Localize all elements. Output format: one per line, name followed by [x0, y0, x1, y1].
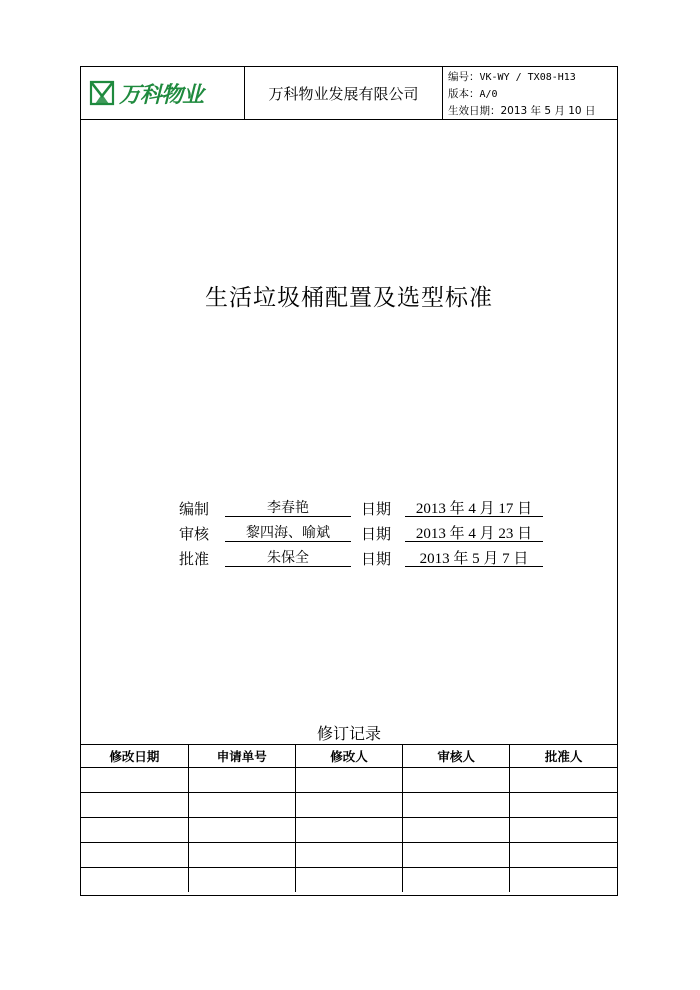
signoff-date-label: 日期 — [361, 550, 392, 568]
revision-record-title: 修订记录 — [316, 724, 381, 743]
table-cell — [403, 818, 510, 843]
table-cell — [188, 793, 295, 818]
table-cell — [510, 843, 617, 868]
document-header — [81, 67, 617, 120]
effective-date-line — [448, 103, 617, 119]
table-cell — [295, 818, 402, 843]
signoff-role: 审核 — [179, 525, 210, 543]
signoff-date: 2013 年 4 月 23 日 — [405, 522, 543, 542]
effective-date: 2013 年 5 月 10 日 — [500, 105, 596, 117]
table-cell — [188, 768, 295, 793]
version-value: A/0 — [479, 89, 498, 100]
vanke-logo-icon — [89, 80, 115, 106]
table-row — [81, 793, 617, 818]
signoff-row-prepared — [179, 496, 559, 521]
signoff-date-label: 日期 — [361, 500, 392, 518]
signoff-block — [179, 496, 559, 571]
company-name: 万科物业发展有限公司 — [245, 67, 443, 119]
column-header: 批准人 — [510, 745, 617, 768]
table-cell — [295, 768, 402, 793]
column-header: 审核人 — [403, 745, 510, 768]
signoff-role: 编制 — [179, 500, 210, 518]
table-cell — [403, 843, 510, 868]
doc-number-label: 编号： — [448, 71, 480, 83]
table-cell — [510, 818, 617, 843]
document-meta — [443, 67, 617, 119]
table-cell — [81, 768, 188, 793]
signoff-date-label: 日期 — [361, 525, 392, 543]
signoff-date: 2013 年 4 月 17 日 — [405, 497, 543, 517]
column-header: 修改人 — [295, 745, 402, 768]
table-cell — [510, 768, 617, 793]
table-cell — [403, 768, 510, 793]
table-cell — [188, 818, 295, 843]
table-row — [81, 818, 617, 843]
column-header: 申请单号 — [188, 745, 295, 768]
version-label: 版本： — [448, 88, 480, 100]
table-cell — [295, 868, 402, 893]
signoff-role: 批准 — [179, 550, 210, 568]
table-row — [81, 768, 617, 793]
signoff-date: 2013 年 5 月 7 日 — [405, 547, 543, 567]
table-cell — [188, 868, 295, 893]
document-frame — [80, 66, 618, 896]
table-cell — [81, 793, 188, 818]
doc-number: VK-WY / TX08-H13 — [479, 72, 576, 83]
table-row — [81, 843, 617, 868]
table-row — [81, 868, 617, 893]
effective-date-label: 生效日期： — [448, 105, 501, 117]
doc-number-line — [448, 69, 617, 86]
table-cell — [295, 843, 402, 868]
logo-cell — [81, 67, 245, 119]
signoff-name: 李春艳 — [225, 497, 351, 517]
table-cell — [81, 868, 188, 893]
revision-record-table — [81, 744, 617, 892]
table-cell — [403, 868, 510, 893]
signoff-name: 黎四海、喻斌 — [225, 522, 351, 542]
signoff-name: 朱保全 — [225, 547, 351, 567]
table-cell — [81, 843, 188, 868]
logo-text: 万科物业 — [119, 83, 204, 108]
table-cell — [188, 843, 295, 868]
column-header: 修改日期 — [81, 745, 188, 768]
document-title: 生活垃圾桶配置及选型标准 — [205, 285, 493, 311]
table-cell — [81, 818, 188, 843]
signoff-row-reviewed — [179, 521, 559, 546]
version-line — [448, 86, 617, 103]
table-header-row — [81, 745, 617, 768]
signoff-row-approved — [179, 546, 559, 571]
table-cell — [510, 793, 617, 818]
table-cell — [295, 793, 402, 818]
table-cell — [403, 793, 510, 818]
table-cell — [510, 868, 617, 893]
